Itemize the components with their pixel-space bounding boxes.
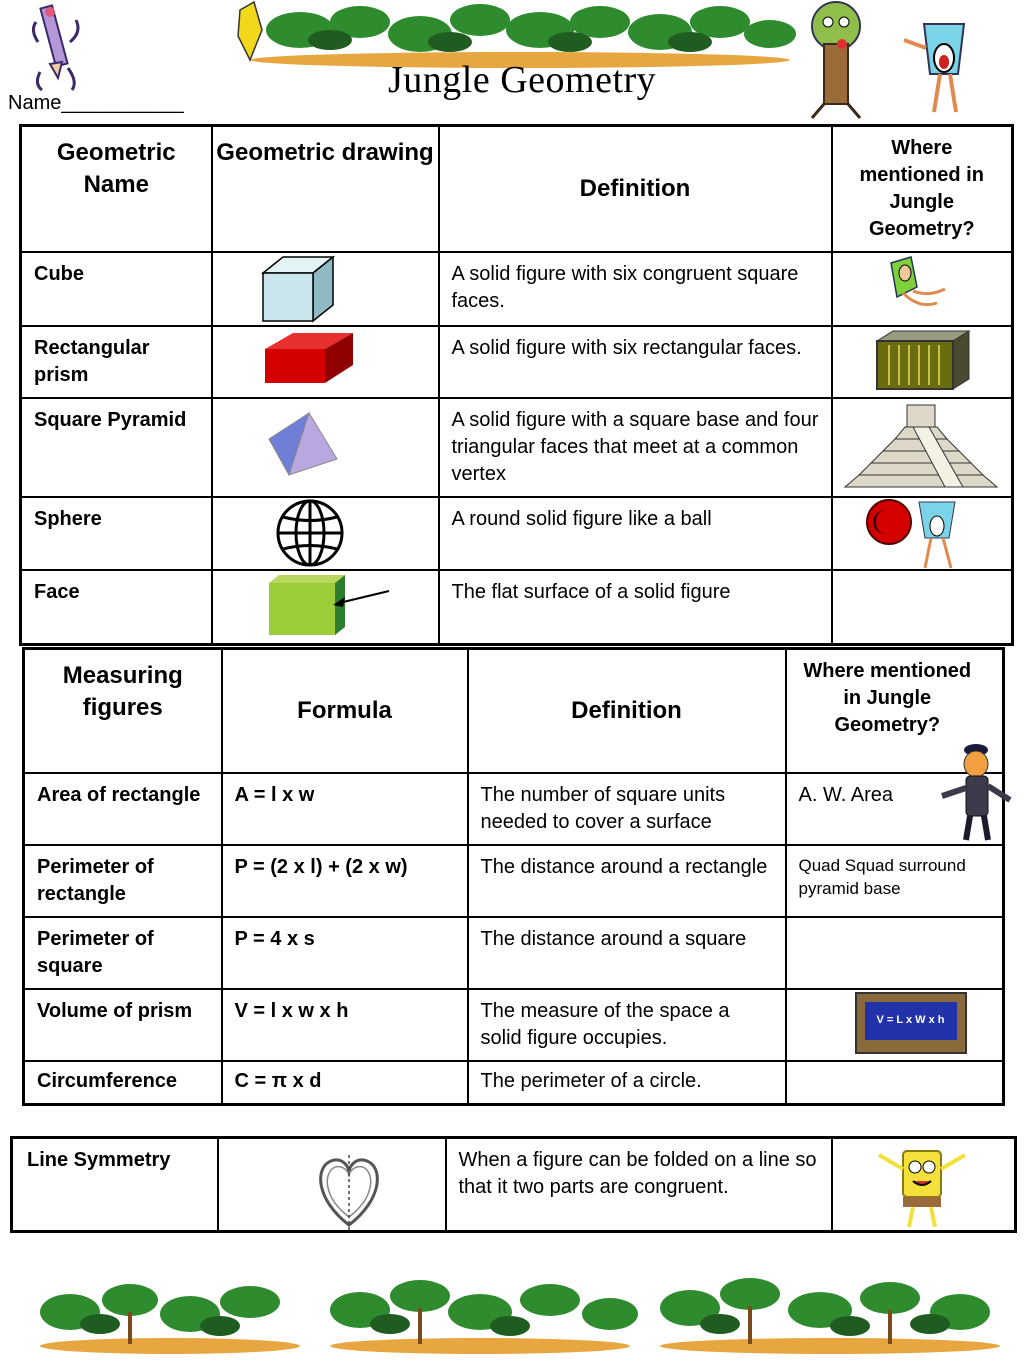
table-row bbox=[24, 1061, 1004, 1105]
ball-character-icon bbox=[832, 497, 1013, 570]
red-rectangular-prism-drawing bbox=[212, 326, 439, 398]
table-row bbox=[21, 398, 1013, 497]
header-geometric-drawing: Geometric drawing bbox=[212, 126, 439, 253]
row-where-empty bbox=[786, 1061, 1004, 1105]
row-where-empty bbox=[832, 570, 1013, 644]
row-definition: The number of square units needed to cover a surface bbox=[468, 773, 786, 845]
sponge-character-icon bbox=[832, 1138, 1016, 1232]
name-field: Name___________ bbox=[8, 92, 184, 114]
row-definition: The measure of the space a solid figure occupies. bbox=[468, 989, 786, 1061]
purple-pyramid-drawing bbox=[212, 398, 439, 497]
table-row bbox=[24, 845, 1004, 917]
row-name: Perimeter of square bbox=[24, 917, 222, 989]
table-row bbox=[24, 773, 1004, 845]
row-definition: A solid figure with a square base and four triangular faces that meet at a common vertex bbox=[439, 398, 832, 497]
row-definition: The perimeter of a circle. bbox=[468, 1061, 786, 1105]
row-definition: The flat surface of a solid figure bbox=[439, 570, 832, 644]
row-formula: P = 4 x s bbox=[222, 917, 468, 989]
table-row bbox=[12, 1138, 1016, 1232]
row-definition: When a figure can be folded on a line so that it two parts are congruent. bbox=[446, 1138, 832, 1232]
header-where-mentioned: Where mentioned in Jungle Geometry? bbox=[832, 126, 1013, 253]
bug-character-icon bbox=[900, 18, 970, 118]
row-formula: V = l x w x h bbox=[222, 989, 468, 1061]
row-name: Area of rectangle bbox=[24, 773, 222, 845]
symmetry-table bbox=[10, 1136, 1017, 1233]
row-name: Volume of prism bbox=[24, 989, 222, 1061]
header-where-mentioned: Where mentioned in Jungle Geometry? bbox=[786, 649, 1004, 773]
tv-screen-text: V = L x W x h bbox=[865, 1002, 957, 1040]
row-formula: C = π x d bbox=[222, 1061, 468, 1105]
table-row bbox=[21, 326, 1013, 398]
row-definition: A solid figure with six rectangular faces. bbox=[439, 326, 832, 398]
row-name: Perimeter of rectangle bbox=[24, 845, 222, 917]
header-geometric-name: Geometric Name bbox=[21, 126, 212, 253]
row-name: Face bbox=[21, 570, 212, 644]
row-definition: A round solid figure like a ball bbox=[439, 497, 832, 570]
police-character-icon bbox=[940, 740, 1012, 844]
table-row bbox=[21, 570, 1013, 644]
row-definition: The distance around a rectangle bbox=[468, 845, 786, 917]
tv-screen-icon bbox=[786, 989, 1004, 1061]
table-row bbox=[21, 252, 1013, 326]
row-name: Circumference bbox=[24, 1061, 222, 1105]
solids-table bbox=[19, 124, 1014, 646]
heart-drawing bbox=[218, 1138, 446, 1232]
jungle-banner-bottom bbox=[30, 1272, 1010, 1362]
row-name: Line Symmetry bbox=[12, 1138, 218, 1232]
globe-drawing bbox=[212, 497, 439, 570]
header-measuring-figures: Measuring figures bbox=[24, 649, 222, 773]
table-row bbox=[24, 917, 1004, 989]
row-name: Square Pyramid bbox=[21, 398, 212, 497]
row-formula: A = l x w bbox=[222, 773, 468, 845]
row-definition: The distance around a square bbox=[468, 917, 786, 989]
row-where: Quad Squad surround pyramid base bbox=[786, 845, 1004, 917]
row-name: Rectangular prism bbox=[21, 326, 212, 398]
measuring-table bbox=[22, 647, 1005, 1106]
green-cube-with-arrow-drawing bbox=[212, 570, 439, 644]
row-where: A. W. Area bbox=[786, 773, 1004, 845]
header-definition: Definition bbox=[468, 649, 786, 773]
cage-icon bbox=[832, 326, 1013, 398]
page-title: Jungle Geometry bbox=[388, 59, 657, 101]
row-formula: P = (2 x l) + (2 x w) bbox=[222, 845, 468, 917]
row-definition: A solid figure with six congruent square faces. bbox=[439, 252, 832, 326]
header-formula: Formula bbox=[222, 649, 468, 773]
tree-character-icon bbox=[806, 0, 866, 120]
cube-drawing bbox=[212, 252, 439, 326]
cartoon-character-icon bbox=[832, 252, 1013, 326]
row-name: Sphere bbox=[21, 497, 212, 570]
row-name: Cube bbox=[21, 252, 212, 326]
header-definition: Definition bbox=[439, 126, 832, 253]
row-where bbox=[786, 917, 1004, 989]
table-row bbox=[21, 497, 1013, 570]
mayan-pyramid-icon bbox=[832, 398, 1013, 497]
pencil-character-icon bbox=[28, 2, 88, 94]
table-row bbox=[24, 989, 1004, 1061]
